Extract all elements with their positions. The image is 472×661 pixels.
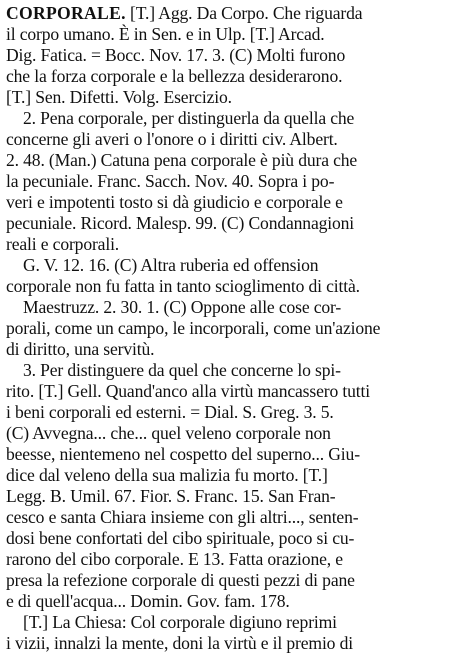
entry-line-19: rito. [T.] Gell. Quand'anco alla virtù mancassero tutti xyxy=(6,381,370,401)
entry-line-8: 2. 48. (Man.) Catuna pena corporale è più dura che xyxy=(6,150,358,170)
entry-line-26: dosi bene confortati del cibo spirituale, poco si cu- xyxy=(6,528,355,548)
entry-line-14: corporale non fu fatta in tanto scioglimento di città. xyxy=(6,276,360,296)
entry-line-3: Dig. Fatica. = Bocc. Nov. 17. 3. (C) Molti furono xyxy=(6,45,346,65)
entry-line-7: concerne gli averi o l'onore o i diritti civ. Albert. xyxy=(6,129,338,149)
entry-line-15: Maestruzz. 2. 30. 1. (C) Oppone alle cose cor- xyxy=(6,297,342,317)
entry-line-11: pecuniale. Ricord. Malesp. 99. (C) Condannagioni xyxy=(6,213,355,233)
entry-line-1 xyxy=(6,2,362,24)
entry-line-24: Legg. B. Umil. 67. Fior. S. Franc. 15. San Fran- xyxy=(6,486,336,506)
entry-line-27: rarono del cibo corporale. E 13. Fatta orazione, e xyxy=(6,549,343,569)
entry-line-28: presa la refezione corporale di questi pezzi di pane xyxy=(6,570,355,590)
entry-line-21: (C) Avvegna... che... quel veleno corporale non xyxy=(6,423,331,443)
entry-line-5: [T.] Sen. Difetti. Volg. Esercizio. xyxy=(6,87,232,107)
entry-line-30: [T.] La Chiesa: Col corporale digiuno reprimi xyxy=(6,612,337,632)
entry-line-2: il corpo umano. È in Sen. e in Ulp. [T.] Arcad. xyxy=(6,24,325,44)
entry-line-9: la pecuniale. Franc. Sacch. Nov. 40. Sopra i po- xyxy=(6,171,335,191)
entry-line-16: porali, come un campo, le incorporali, come un'azione xyxy=(6,318,381,338)
entry-line-17: di diritto, una servitù. xyxy=(6,339,155,359)
entry-line-23: dice dal veleno della sua malizia fu morto. [T.] xyxy=(6,465,328,485)
entry-headword: CORPORALE. xyxy=(6,3,126,23)
entry-line-4: che la forza corporale e la bellezza desiderarono. xyxy=(6,66,343,86)
entry-line-13: G. V. 12. 16. (C) Altra ruberia ed offension xyxy=(6,255,319,275)
entry-line-31: i vizii, innalzi la mente, doni la virtù e il premio di xyxy=(6,633,353,653)
entry-line-1-text: [T.] Agg. Da Corpo. Che riguarda xyxy=(125,3,363,23)
entry-line-20: i beni corporali ed esterni. = Dial. S. Greg. 3. 5. xyxy=(6,402,334,422)
entry-line-6: 2. Pena corporale, per distinguerla da quella che xyxy=(6,108,355,128)
entry-line-12: reali e corporali. xyxy=(6,234,120,254)
entry-line-29: e di quell'acqua... Domin. Gov. fam. 178. xyxy=(6,591,290,611)
entry-line-22: beesse, nientemeno nel cospetto del superno... Giu- xyxy=(6,444,360,464)
entry-line-25: cesco e santa Chiara insieme con gli altri..., senten- xyxy=(6,507,359,527)
entry-line-18: 3. Per distinguere da quel che concerne lo spi- xyxy=(6,360,341,380)
entry-line-10: veri e impotenti tosto si dà giudicio e corporale e xyxy=(6,192,343,212)
